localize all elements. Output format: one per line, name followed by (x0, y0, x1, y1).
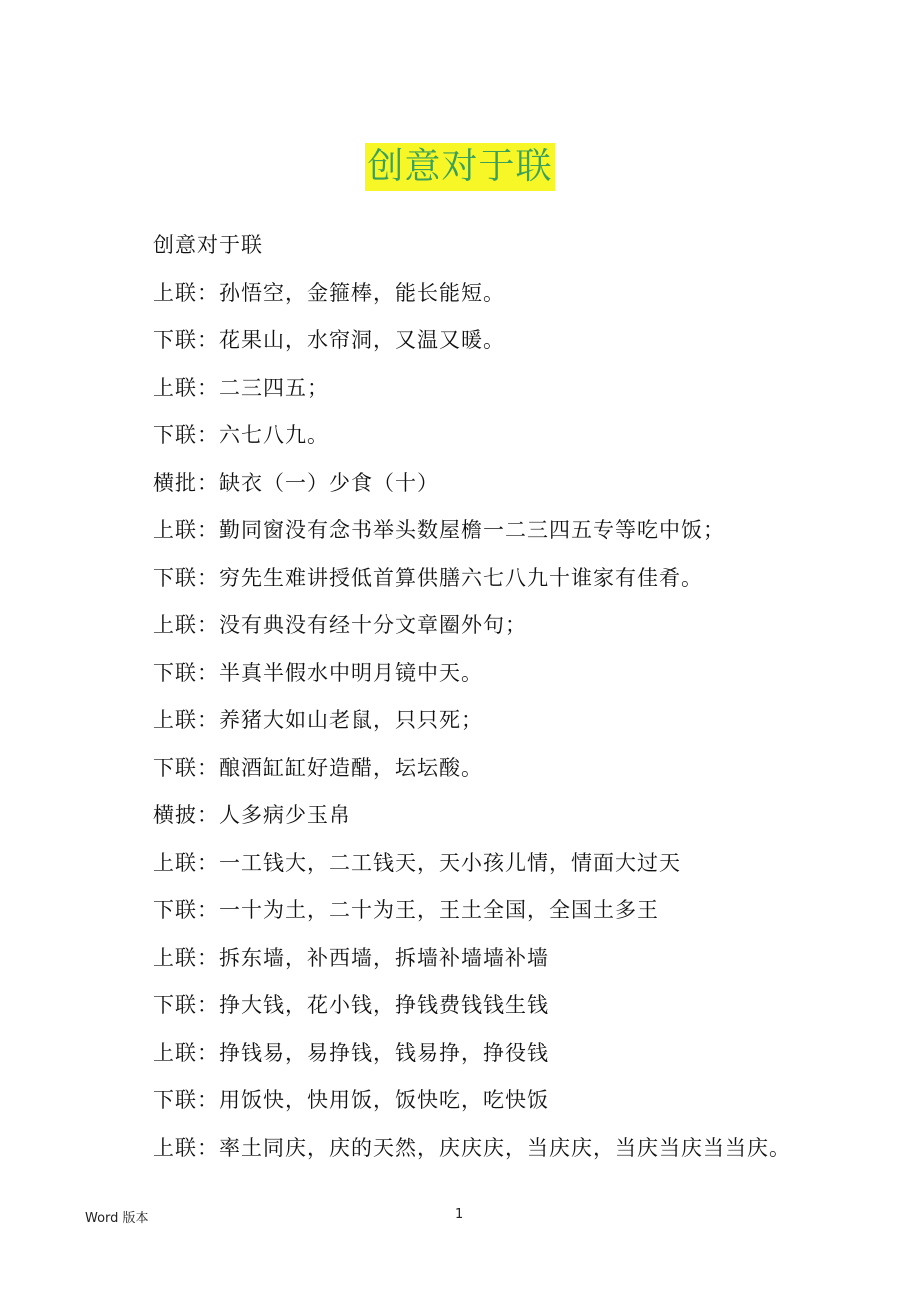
body-line: 下联：酿酒缸缸好造醋，坛坛酸。 (153, 755, 483, 780)
body-line: 横披：人多病少玉帛 (153, 803, 351, 827)
body-line: 下联：半真半假水中明月镜中天。 (153, 660, 483, 685)
body-line: 上联：养猪大如山老鼠，只只死； (153, 708, 483, 732)
body-line: 横批：缺衣（一）少食（十） (153, 470, 439, 495)
title-container (0, 143, 920, 191)
document-body (153, 222, 853, 1172)
body-line: 上联：没有典没有经十分文章圈外句； (153, 613, 527, 637)
footer-label: Word 版本 (85, 1211, 149, 1226)
body-line: 创意对于联 (153, 233, 263, 257)
body-line: 下联：一十为土，二十为王，王土全国，全国土多王 (153, 898, 659, 922)
body-line: 上联：勤同窗没有念书举头数屋檐一二三四五专等吃中饭； (153, 518, 725, 542)
body-line: 上联：二三四五； (153, 375, 329, 400)
body-line: 上联：率土同庆，庆的天然，庆庆庆，当庆庆，当庆当庆当当庆。 (153, 1135, 791, 1160)
body-line: 下联：穷先生难讲授低首算供膳六七八九十谁家有佳肴。 (153, 565, 703, 590)
body-line: 下联：挣大钱，花小钱，挣钱费钱钱生钱 (153, 993, 549, 1017)
body-line: 下联：花果山，水帘洞，又温又暖。 (153, 328, 505, 352)
body-line: 上联：一工钱大，二工钱天，天小孩儿情，情面大过天 (153, 850, 681, 875)
document-title: 创意对于联 (365, 143, 554, 191)
body-line: 下联：六七八九。 (153, 423, 329, 447)
body-line: 上联：孙悟空，金箍棒，能长能短。 (153, 280, 505, 305)
body-line: 上联：挣钱易，易挣钱，钱易挣，挣役钱 (153, 1040, 549, 1065)
body-line: 下联：用饭快，快用饭，饭快吃，吃快饭 (153, 1088, 549, 1112)
body-line: 上联：拆东墙，补西墙，拆墙补墙墙补墙 (153, 945, 549, 970)
page-number: 1 (455, 1207, 464, 1222)
